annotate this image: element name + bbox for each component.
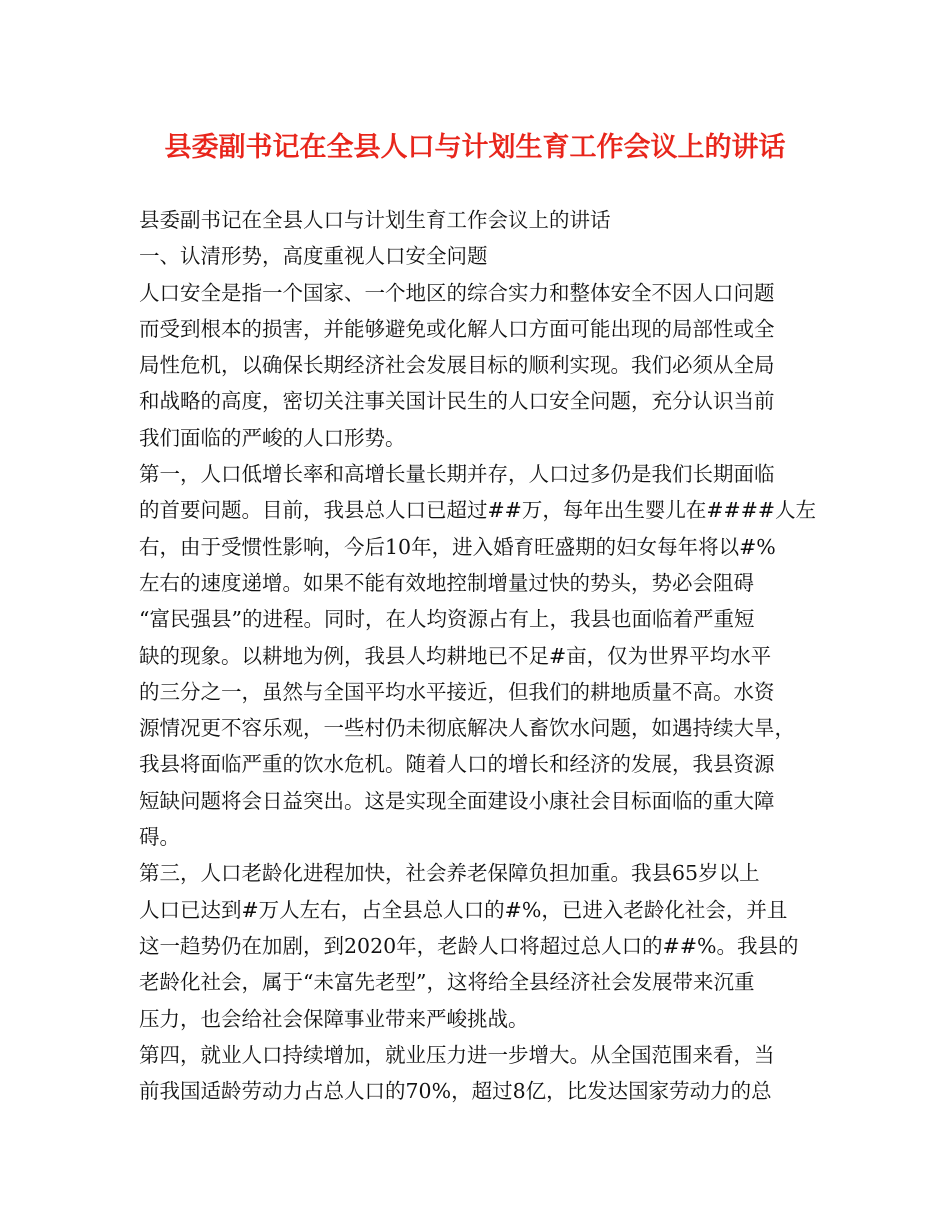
- text-line: 我县将面临严重的饮水危机。随着人口的增长和经济的发展，我县资源: [139, 752, 775, 777]
- text-line: 的三分之一，虽然与全国平均水平接近，但我们的耕地质量不高。水资: [139, 679, 775, 704]
- text-line: 一、认清形势，高度重视人口安全问题: [139, 244, 488, 269]
- text-line: 县委副书记在全县人口与计划生育工作会议上的讲话: [139, 208, 611, 232]
- text-line: 而受到根本的损害，并能够避免或化解人口方面可能出现的局部性或全: [139, 316, 775, 341]
- document-body: [139, 202, 819, 1109]
- text-line: 老龄化社会，属于“未富先老型”，这将给全县经济社会发展带来沉重: [139, 970, 755, 995]
- text-line: 右，由于受惯性影响，今后10年，进入婚育旺盛期的妇女每年将以#%: [139, 534, 776, 559]
- text-line: 这一趋势仍在加剧，到2020年，老龄人口将超过总人口的##%。我县的: [139, 933, 799, 958]
- text-line: 源情况更不容乐观，一些村仍未彻底解决人畜饮水问题，如遇持续大旱，: [139, 716, 795, 741]
- text-line: 短缺问题将会日益突出。这是实现全面建设小康社会目标面临的重大障: [139, 788, 775, 813]
- text-line: 人口已达到#万人左右，占全县总人口的#%，已进入老龄化社会，并且: [139, 897, 788, 922]
- text-line: 和战略的高度，密切关注事关国计民生的人口安全问题，充分认识当前: [139, 389, 775, 414]
- text-line: 碍。: [139, 825, 180, 850]
- document-title: 县委副书记在全县人口与计划生育工作会议上的讲话: [164, 132, 786, 163]
- text-line: 局性危机，以确保长期经济社会发展目标的顺利实现。我们必须从全局: [139, 353, 775, 378]
- text-line: 第三，人口老龄化进程加快，社会养老保障负担加重。我县65岁以上: [139, 861, 760, 886]
- text-line: 缺的现象。以耕地为例，我县人均耕地已不足#亩，仅为世界平均水平: [139, 643, 772, 668]
- text-line: “富民强县”的进程。同时，在人均资源占有上，我县也面临着严重短: [139, 607, 755, 632]
- text-line: 第一，人口低增长率和高增长量长期并存，人口过多仍是我们长期面临: [139, 462, 775, 487]
- text-line: 的首要问题。目前，我县总人口已超过##万，每年出生婴儿在####人左: [139, 498, 817, 523]
- text-line: 我们面临的严峻的人口形势。: [139, 425, 406, 450]
- text-line: 压力，也会给社会保障事业带来严峻挑战。: [139, 1006, 529, 1031]
- text-line: 前我国适龄劳动力占总人口的70%，超过8亿，比发达国家劳动力的总: [139, 1079, 772, 1104]
- text-line: 人口安全是指一个国家、一个地区的综合实力和整体安全不因人口问题: [139, 280, 775, 305]
- text-line: 左右的速度递增。如果不能有效地控制增量过快的势头，势必会阻碍: [139, 570, 754, 595]
- text-line: 第四，就业人口持续增加，就业压力进一步增大。从全国范围来看，当: [139, 1042, 775, 1067]
